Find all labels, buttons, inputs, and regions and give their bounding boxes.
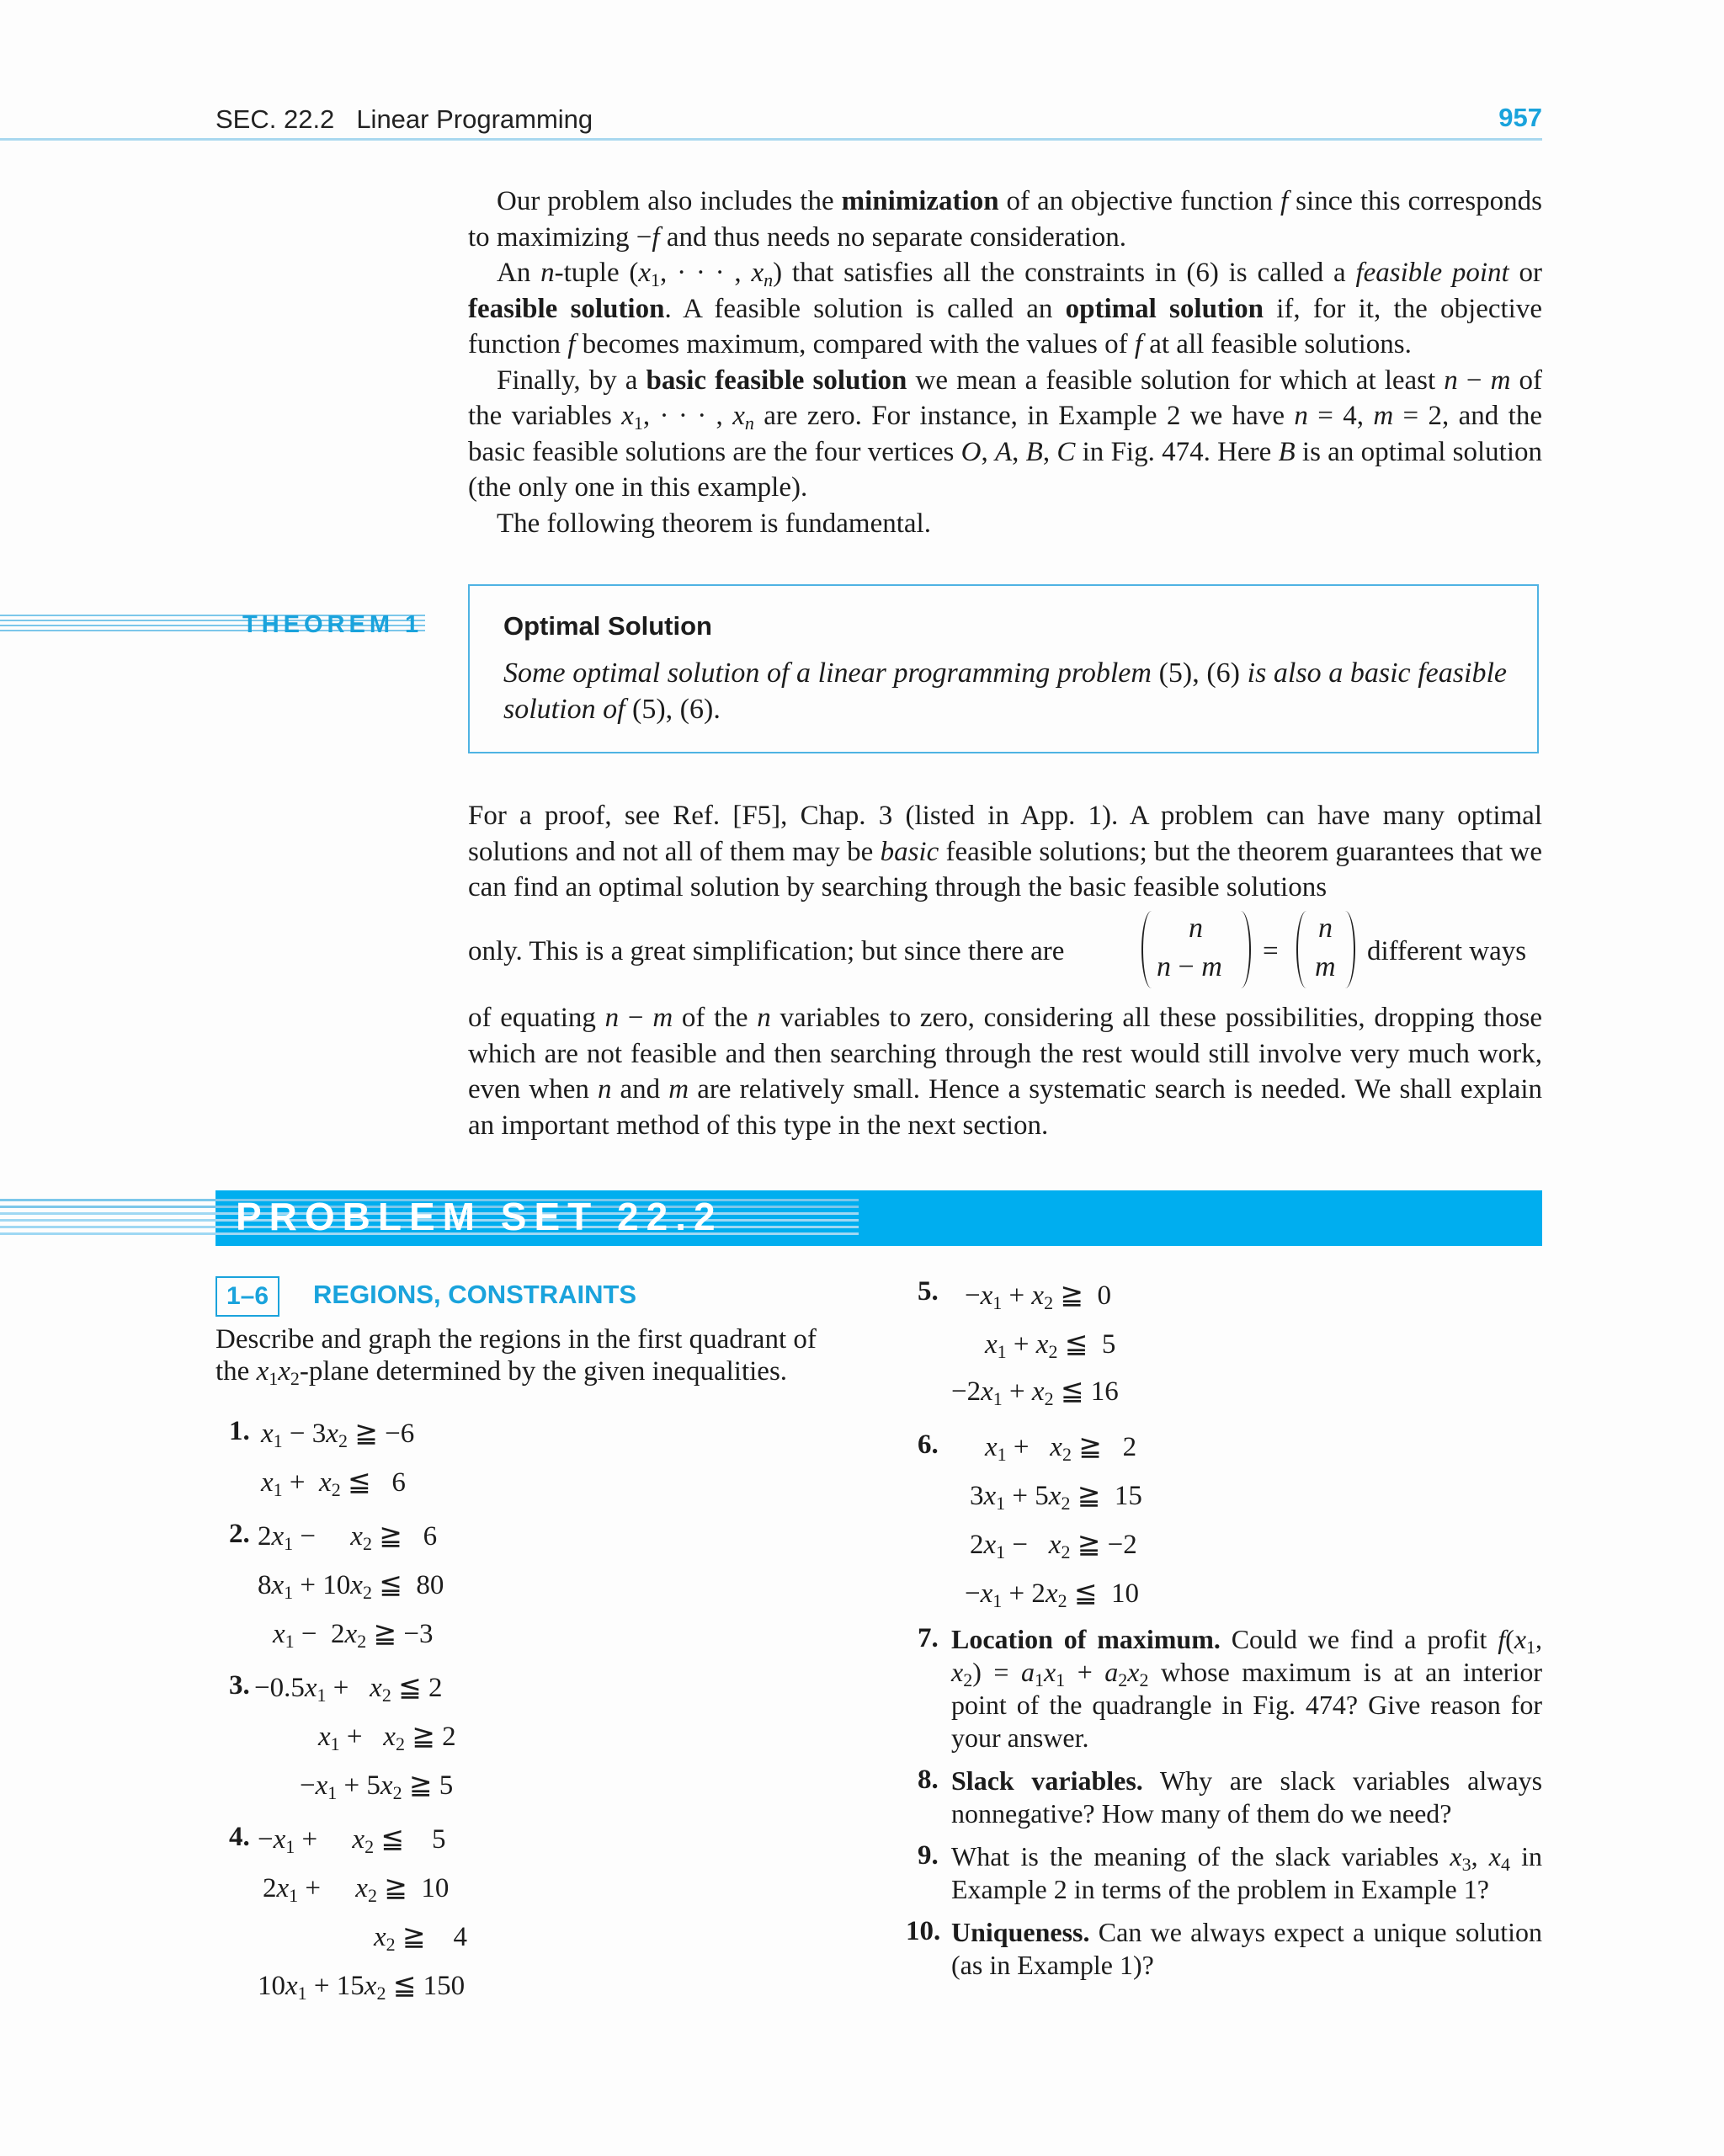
problem-4-line-3: $x_2$ ≧ 4 (374, 1922, 468, 1955)
problem-5-number: 5. (918, 1276, 939, 1307)
problem-3-line-3: $-x_1 + 5x_2$ ≧ 5 (300, 1770, 454, 1803)
problem-6-line-1: $x_1 + x_2$ ≧ 2 (985, 1432, 1137, 1465)
section-title: Linear Programming (356, 104, 593, 134)
problem-1-line-2: $x_1 + x_2$ ≦ 6 (261, 1467, 406, 1500)
problem-6-number: 6. (918, 1429, 939, 1460)
problem-8-number: 8. (918, 1765, 939, 1795)
problem-8-text (951, 1765, 1542, 1830)
theorem-title: Optimal Solution (503, 611, 712, 641)
paragraph-basic-feasible: Finally, by a basic feasible solution we mean a feasible solution for which at least n − m of the variables $x_1$, · · · , $x_n$ are zero. For instance, in Example 2 we have n = 4, m = 2, and the basic feasible solutions are the four vertices O, A, B, C in Fig. 474. Here B is an optimal solution (the only one in this example). (468, 365, 1543, 503)
theorem-statement: Some optimal solution of a linear programming problem (5), (6) is also a basic feasible solution of (5), (6). (503, 657, 1507, 725)
problem-instructions: Describe and graph the regions in the first quadrant of the $x_1x_2$-plane determined by the given inequalities. (216, 1324, 817, 1389)
problem-section-heading: REGIONS, CONSTRAINTS (313, 1280, 637, 1309)
problem-set-title: PROBLEM SET 22.2 (236, 1195, 723, 1238)
problem-10-title: Uniqueness. (951, 1917, 1090, 1947)
proof-paragraph-bottom: of equating n − m of the n variables to zero, considering all these possibilities, dropping those which are not feasible and then searching through the rest would still involve very much work, even when n and m are relatively small. Hence a systematic search is needed. We shall explain an important method of this type in the next section. (468, 1003, 1542, 1141)
problem-2-line-3: $x_1 - 2x_2$ ≧ −3 (273, 1619, 434, 1652)
running-head (216, 104, 593, 135)
equals-sign: = (1263, 936, 1279, 966)
intro-paragraphs (468, 184, 1542, 541)
problem-4-number: 4. (229, 1822, 250, 1852)
problem-9-text: What is the meaning of the slack variables $x_3$, $x_4$ in Example 2 in terms of the problem in Example 1? (951, 1841, 1543, 1904)
header-rule (0, 138, 1542, 141)
problem-4-line-4: $10x_1 + 15x_2$ ≦ 150 (258, 1971, 466, 2004)
problem-7-text: Location of maximum. Could we find a profit $f(x_1$, $x_2) = a_1x_1 + a_2x_2$ whose maximum is at an interior point of the quadrangle in Fig. 474? Give reason for your answer. (951, 1624, 1543, 1753)
problem-3-line-1: $-0.5x_1 + x_2$ ≦ 2 (254, 1673, 443, 1706)
problem-1-number: 1. (229, 1416, 250, 1446)
problem-8-body: Why are slack variables always nonnegative? How many of them do we need? (951, 1765, 1543, 1829)
paragraph-theorem-intro: The following theorem is fundamental. (497, 508, 931, 539)
paragraph-minimization: Our problem also includes the minimization of an objective function f since this corresponds to maximizing −f and thus needs no separate consideration. (468, 186, 1542, 253)
paragraph-feasible-point: An n-tuple ($x_1$, · · · , $x_n$) that satisfies all the constraints in (6) is called a feasible point or feasible solution. A feasible solution is called an optimal solution if, for it, the objective function f becomes maximum, compared with the values of f at all feasible solutions. (468, 258, 1543, 359)
problem-9-number: 9. (918, 1840, 939, 1871)
problem-4-line-1: $-x_1$ + $x_2$ ≦ 5 (258, 1824, 446, 1857)
problem-10-text (951, 1916, 1542, 1982)
problem-10-number: 10. (906, 1916, 941, 1946)
proof-line-ways: different ways (1367, 936, 1527, 966)
problem-2-line-1: $2x_1$ − $x_2$ ≧ 6 (258, 1521, 438, 1554)
proof-line-only: only. This is a great simplification; but since there are (468, 936, 1065, 966)
problem-2-number: 2. (229, 1519, 250, 1549)
section-number: SEC. 22.2 (216, 104, 335, 134)
binomial-n-m: n m (1296, 911, 1359, 995)
problem-7-number: 7. (918, 1623, 939, 1653)
problem-5-line-2: $x_1 + x_2$ ≦ 5 (985, 1329, 1116, 1362)
page-number: 957 (1498, 103, 1542, 132)
binomial-n-minus-m: n n − m (1141, 911, 1251, 995)
problem-5-line-3: $-2x_1 + x_2$ ≦ 16 (951, 1376, 1119, 1409)
problem-3-line-2: $x_1 + x_2$ ≧ 2 (318, 1722, 456, 1754)
problem-range-box: 1–6 (216, 1276, 279, 1317)
problem-7-title: Location of maximum. (951, 1624, 1221, 1654)
problem-4-line-2: $2x_1$ + $x_2$ ≧ 10 (263, 1873, 450, 1906)
problem-1-line-1: $x_1 - 3x_2$ ≧ −6 (261, 1419, 415, 1451)
problem-5-line-1: $-x_1 + x_2$ ≧ 0 (965, 1280, 1111, 1313)
problem-6-line-3: $2x_1 - x_2$ ≧ −2 (970, 1530, 1137, 1562)
problem-6-line-4: $-x_1 + 2x_2$ ≦ 10 (965, 1578, 1139, 1611)
problem-10-body: Can we always expect a unique solution (as in Example 1)? (951, 1917, 1542, 1980)
problem-6-line-2: $3x_1 + 5x_2$ ≧ 15 (970, 1481, 1142, 1514)
problem-2-line-2: $8x_1 + 10x_2$ ≦ 80 (258, 1570, 444, 1603)
theorem-label: THEOREM 1 (242, 611, 423, 638)
problem-8-title: Slack variables. (951, 1765, 1143, 1796)
problem-3-number: 3. (229, 1670, 250, 1701)
proof-paragraph-top: For a proof, see Ref. [F5], Chap. 3 (listed in App. 1). A problem can have many optimal solutions and not all of them may be basic feasible solutions; but the theorem guarantees that we can find an optimal solution by searching through the basic feasible solutions (468, 801, 1542, 902)
